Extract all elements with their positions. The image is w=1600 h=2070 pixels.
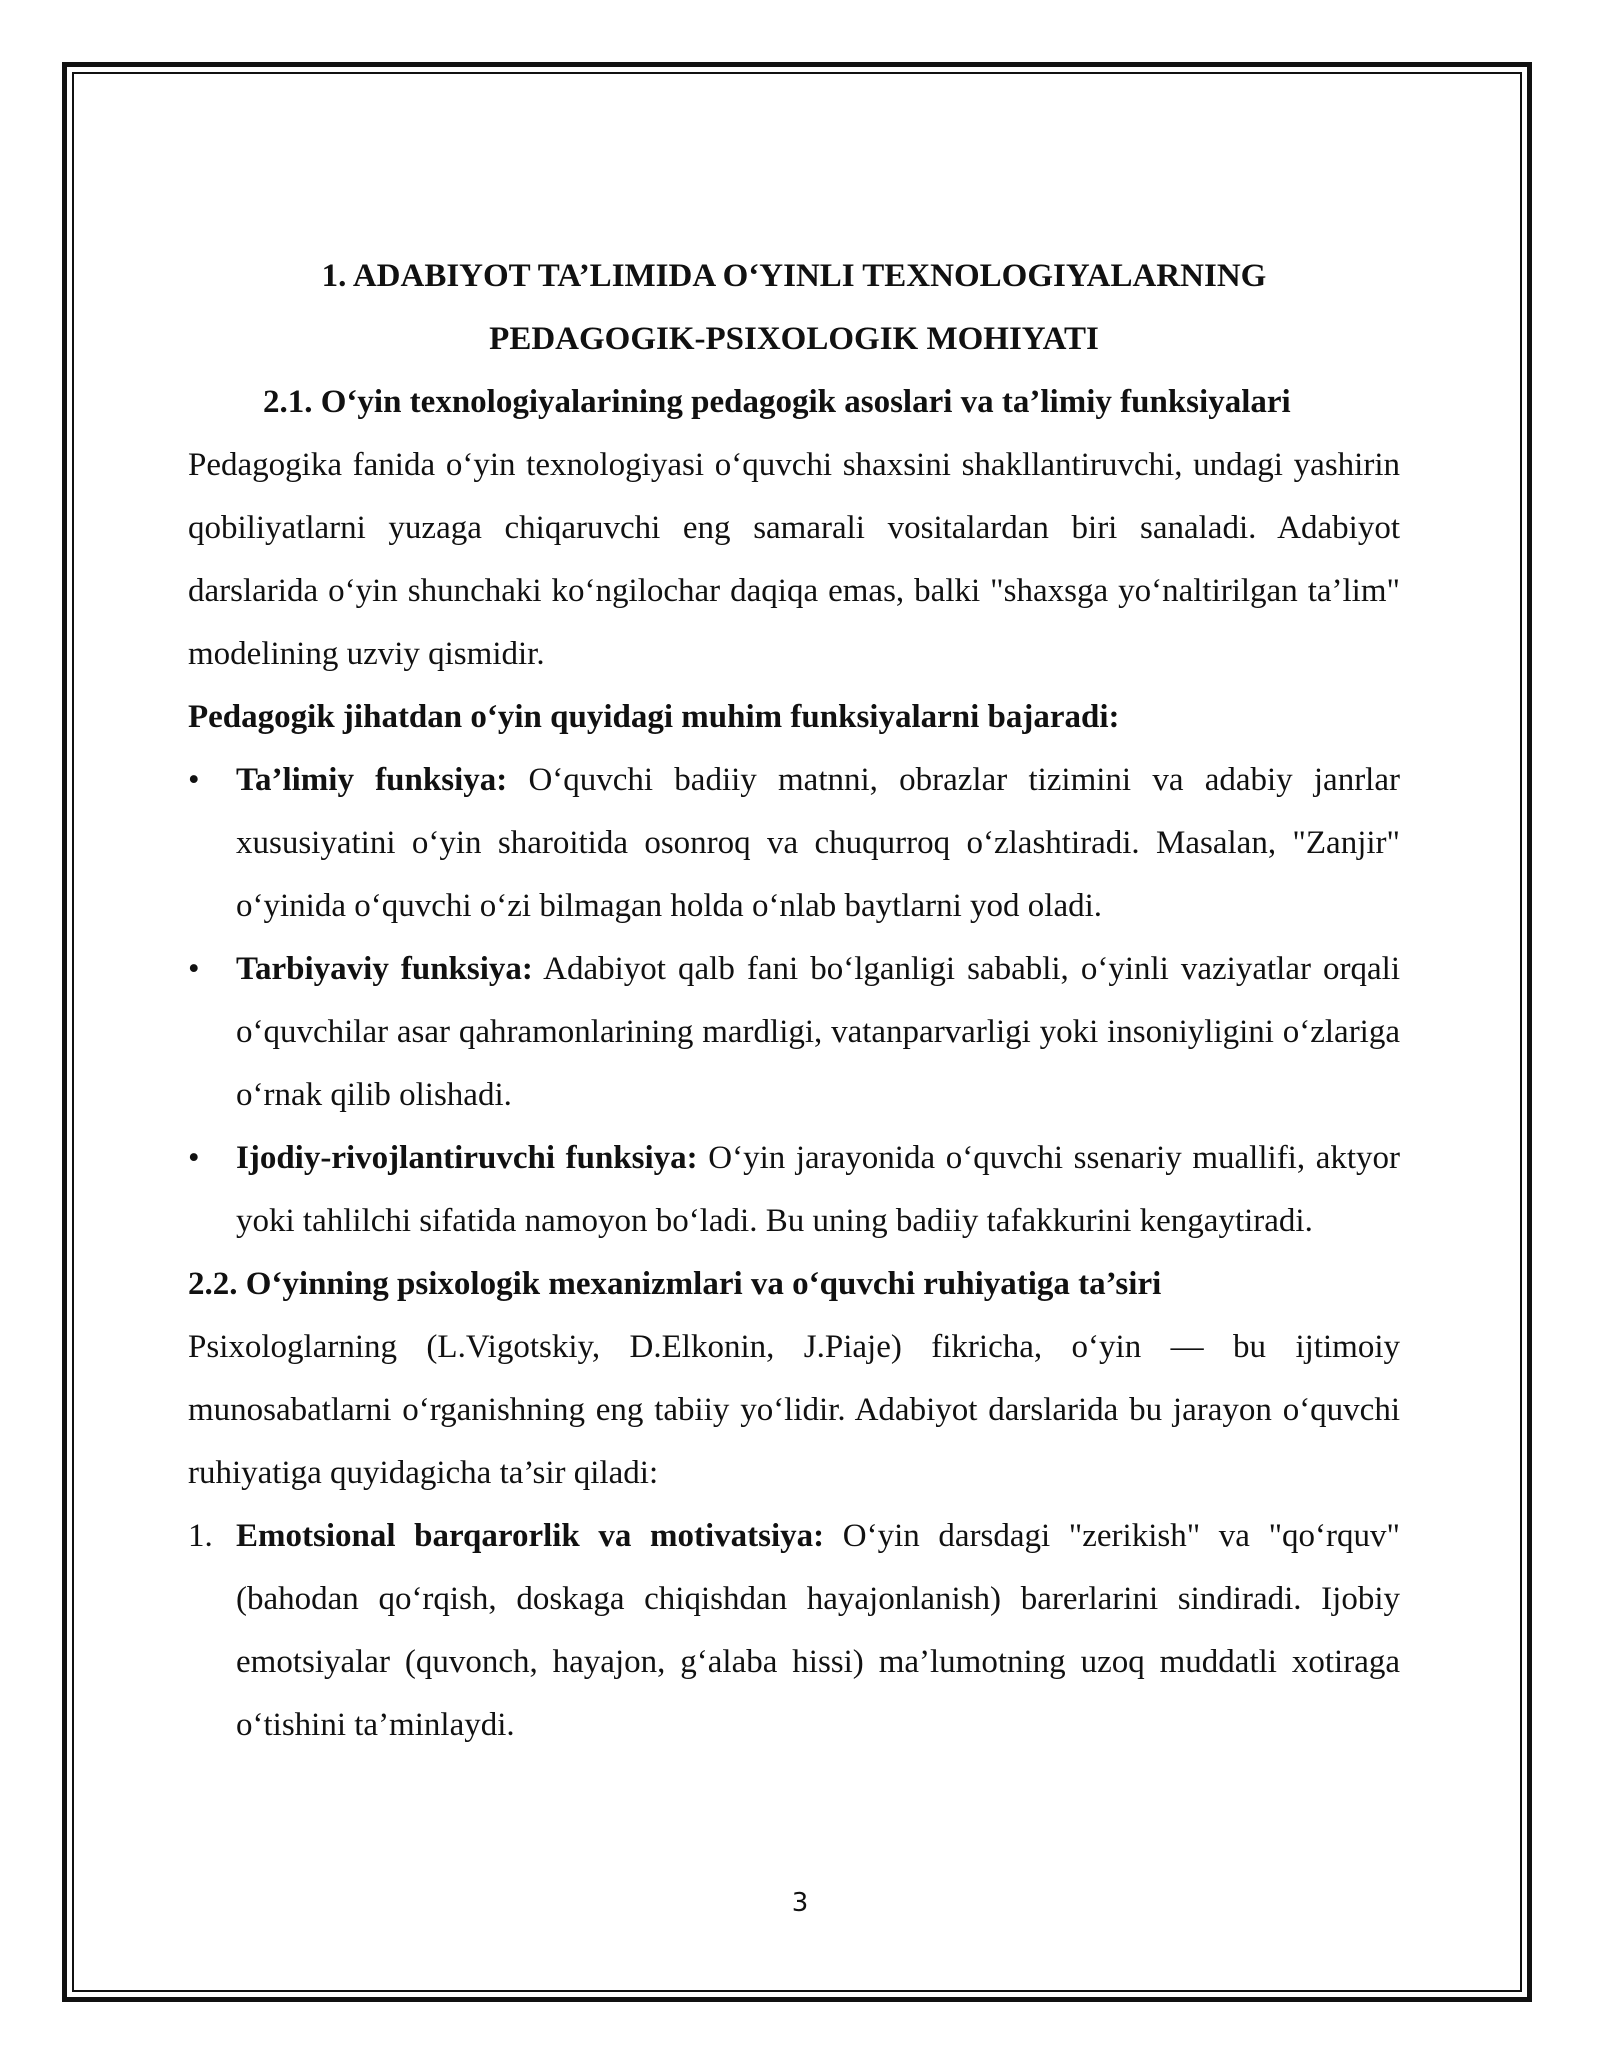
list-item-text: O‘quvchi badiiy matnni, obrazlar tizimini va adabiy janrlar xususiyatini o‘yin sharoitida osonroq va chuqurroq o‘zlashtiradi. Masalan, "Zanjir" o‘yinida o‘quvchi o‘zi bilmagan holda o‘nlab baytlarni yod oladi. xyxy=(236,762,1400,924)
section-2-2-paragraph: Psixologlarning (L.Vigotskiy, D.Elkonin, J.Piaje) fikricha, o‘yin — bu ijtimoiy munosabatlarni o‘rganishning eng tabiiy yo‘lidir. Adabiyot darslarida bu jarayon o‘quvchi ruhiyatiga quyidagicha ta’sir qiladi: xyxy=(188,1329,1400,1491)
section-2-2-heading: 2.2. O‘yinning psixologik mexanizmlari va o‘quvchi ruhiyatiga ta’siri xyxy=(188,1266,1162,1302)
bullet-icon: • xyxy=(188,951,200,987)
list-item-label: Ijodiy-rivojlantiruvchi funksiya: xyxy=(236,1140,698,1176)
list-item-text: Adabiyot qalb fani bo‘lganligi sababli, o‘yinli vaziyatlar orqali o‘quvchilar asar qahramonlarining mardligi, vatanparvarligi yoki insoniyligini o‘zlariga o‘rnak qilib olishadi. xyxy=(236,951,1400,1113)
functions-heading: Pedagogik jihatdan o‘yin quyidagi muhim funksiyalarni bajaradi: xyxy=(188,699,1120,735)
page-number: 3 xyxy=(791,1888,809,1918)
page-content xyxy=(188,245,1400,1757)
list-item-label: Emotsional barqarorlik va motivatsiya: xyxy=(236,1518,825,1554)
list-number: 1. xyxy=(188,1518,213,1554)
list-item-creative-function xyxy=(188,1127,1400,1253)
list-item-educational-function xyxy=(188,749,1400,938)
list-item-text: O‘yin jarayonida o‘quvchi ssenariy muallifi, aktyor yoki tahlilchi sifatida namoyon bo‘ladi. Bu uning badiiy tafakkurini kengaytiradi. xyxy=(236,1140,1401,1239)
bullet-icon: • xyxy=(188,1140,200,1176)
chapter-title-line-1: 1. ADABIYOT TA’LIMIDA O‘YINLI TEXNOLOGIYALARNING xyxy=(321,258,1267,294)
list-item-upbringing-function xyxy=(188,938,1400,1127)
list-item-label: Ta’limiy funksiya: xyxy=(236,762,508,798)
chapter-title-line-2: PEDAGOGIK-PSIXOLOGIK MOHIYATI xyxy=(489,321,1099,357)
list-item-text: O‘yin darsdagi "zerikish" va "qo‘rquv" (bahodan qo‘rqish, doskaga chiqishdan hayajonlanish) barerlarini sindiradi. Ijobiy emotsiyalar (quvonch, hayajon, g‘alaba hissi) ma’lumotning uzoq muddatli xotiraga o‘tishini ta’minlaydi. xyxy=(236,1518,1400,1743)
section-2-1-heading: 2.1. O‘yin texnologiyalarining pedagogik asoslari va ta’limiy funksiyalari xyxy=(263,384,1291,420)
bullet-icon: • xyxy=(188,762,200,798)
section-2-1-paragraph: Pedagogika fanida o‘yin texnologiyasi o‘quvchi shaxsini shakllantiruvchi, undagi yashirin qobiliyatlarni yuzaga chiqaruvchi eng samarali vositalardan biri sanaladi. Adabiyot darslarida o‘yin shunchaki ko‘ngilochar daqiqa emas, balki "shaxsga yo‘naltirilgan ta’lim" modelining uzviy qismidir. xyxy=(188,447,1400,672)
numbered-item-emotional-stability xyxy=(188,1505,1400,1757)
list-item-label: Tarbiyaviy funksiya: xyxy=(236,951,533,987)
